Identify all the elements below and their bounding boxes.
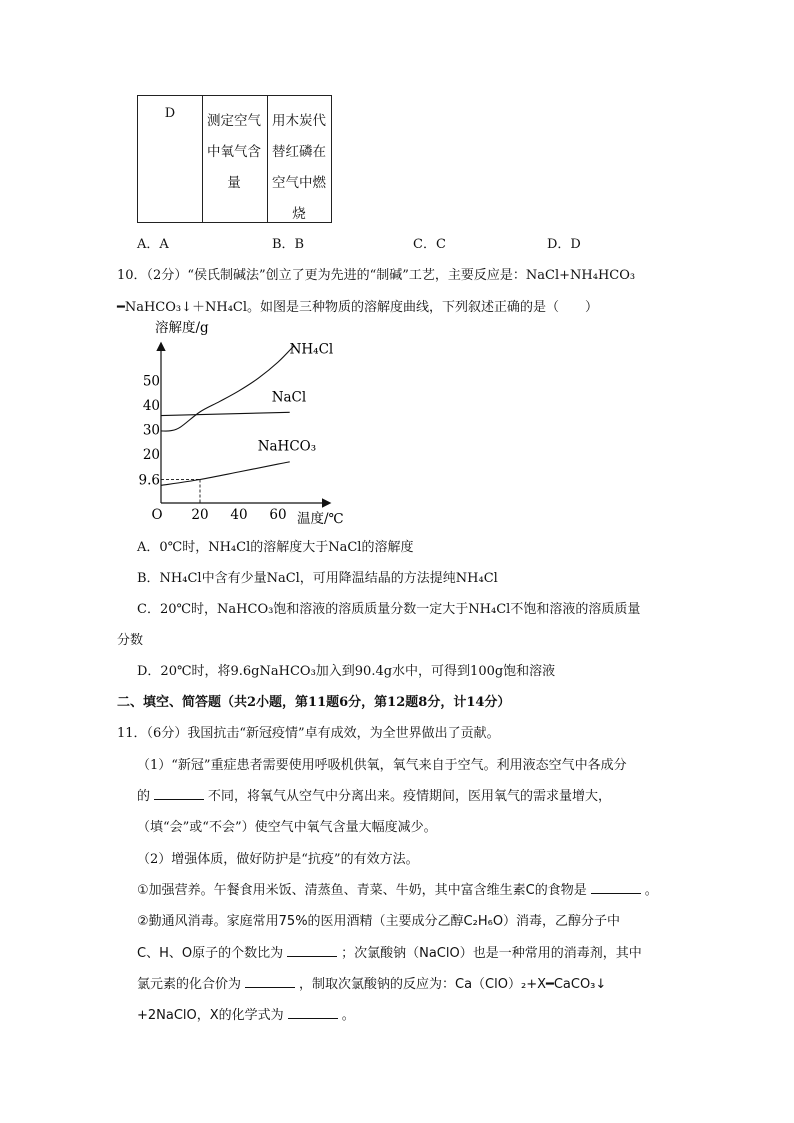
table-text: 测定空气 <box>207 113 261 129</box>
y-tick-label: 9.6 <box>138 472 160 489</box>
option-b: B．B <box>272 237 305 252</box>
q10-option-d: D．20℃时，将9.6gNaHCO₃加入到90.4g水中，可得到100g饱和溶液 <box>137 664 556 679</box>
series-label-1: NaCl <box>271 389 307 406</box>
q10-stem-line2: ━NaHCO₃↓＋NH₄Cl。如图是三种物质的溶解度曲线，下列叙述正确的是（ ） <box>117 300 599 315</box>
table-text: 空气中燃 <box>272 175 326 191</box>
answer-blank[interactable] <box>154 787 204 800</box>
table-row-label: D <box>164 106 176 121</box>
q11-part2: （2）增强体质，做好防护是“抗疫”的有效方法。 <box>137 852 419 867</box>
q11-part1-line1: （1）“新冠”重症患者需要使用呼吸机供氧，氧气来自于空气。利用液态空气中各成分 <box>137 758 627 773</box>
q10-stem-line1: 10．（2分）“侯氏制碱法”创立了更为先进的“制碱”工艺，主要反应是：NaCl+NH₄HCO₃ <box>117 268 636 283</box>
y-tick-label: 50 <box>142 373 160 390</box>
y-tick-label: 40 <box>142 398 160 414</box>
table-text: 用木炭代 <box>272 113 326 129</box>
x-tick-label: 60 <box>269 507 287 523</box>
q10-option-b: B．NH₄Cl中含有少量NaCl，可用降温结晶的方法提纯NH₄Cl <box>137 571 498 586</box>
y-tick-label: 20 <box>142 447 160 463</box>
series-line-1 <box>161 412 290 415</box>
experiment-table <box>137 95 332 223</box>
table-method-cell <box>267 106 331 230</box>
y-tick-label: 30 <box>142 422 160 439</box>
table-text: 烧 <box>292 206 306 222</box>
answer-blank[interactable] <box>245 975 295 988</box>
answer-blank[interactable] <box>591 881 641 894</box>
series-label-2: NaHCO₃ <box>257 438 317 455</box>
q11-part2-item1: ①加强营养。午餐食用米饭、清蒸鱼、青菜、牛奶，其中富含维生素C的食物是 。 <box>137 883 658 898</box>
q11-part2-item2-line3: 氯元素的化合价为 ，制取次氯酸钠的反应为：Ca（ClO）₂+X━CaCO₃↓ <box>137 977 607 992</box>
option-c: C．C <box>413 237 446 252</box>
answer-blank[interactable] <box>287 944 337 957</box>
x-tick-label: 20 <box>191 507 209 523</box>
table-text: 量 <box>227 175 241 191</box>
q11-part1-line2: 的 不同，将氧气从空气中分离出来。疫情期间，医用氧气的需求量增大， <box>137 789 612 804</box>
option-a: A．A <box>137 237 169 252</box>
solubility-chart <box>140 318 380 528</box>
answer-blank[interactable] <box>288 1006 338 1019</box>
q11-part1-line3: （填“会”或“不会”）使空气中氧气含量大幅度减少。 <box>137 820 437 835</box>
option-d: D．D <box>547 237 581 252</box>
table-text: 替红磷在 <box>272 144 326 160</box>
series-label-0: NH₄Cl <box>289 341 334 358</box>
q11-part2-item2: ②勤通风消毒。家庭常用75%的医用酒精（主要成分乙醇C₂H₆O）消毒，乙醇分子中 <box>137 914 621 929</box>
q10-option-c: C．20℃时，NaHCO₃饱和溶液的溶质质量分数一定大于NH₄Cl不饱和溶液的溶质质量 <box>137 602 641 617</box>
table-text: 中氧气含 <box>207 144 261 160</box>
x-tick-label: 40 <box>230 507 248 523</box>
q11-stem: 11．（6分）我国抗击“新冠疫情”卓有成效，为全世界做出了贡献。 <box>117 726 500 741</box>
q11-part2-item2-line4: +2NaClO，X的化学式为 。 <box>137 1008 355 1023</box>
table-purpose-cell <box>202 106 266 199</box>
section-heading: 二、填空、简答题（共2小题，第11题6分，第12题8分，计14分） <box>117 695 511 710</box>
q10-option-a: A．0℃时，NH₄Cl的溶解度大于NaCl的溶解度 <box>137 540 414 555</box>
q10-option-c-cont: 分数 <box>117 633 144 648</box>
y-axis-label: 溶解度/g <box>155 320 209 336</box>
q11-part2-item2-line2: C、H、O原子的个数比为 ；次氯酸钠（NaClO）也是一种常用的消毒剂，其中 <box>137 946 642 961</box>
origin-label: O <box>151 507 163 523</box>
series-line-2 <box>161 462 290 486</box>
x-axis-label: 温度/℃ <box>297 511 344 527</box>
